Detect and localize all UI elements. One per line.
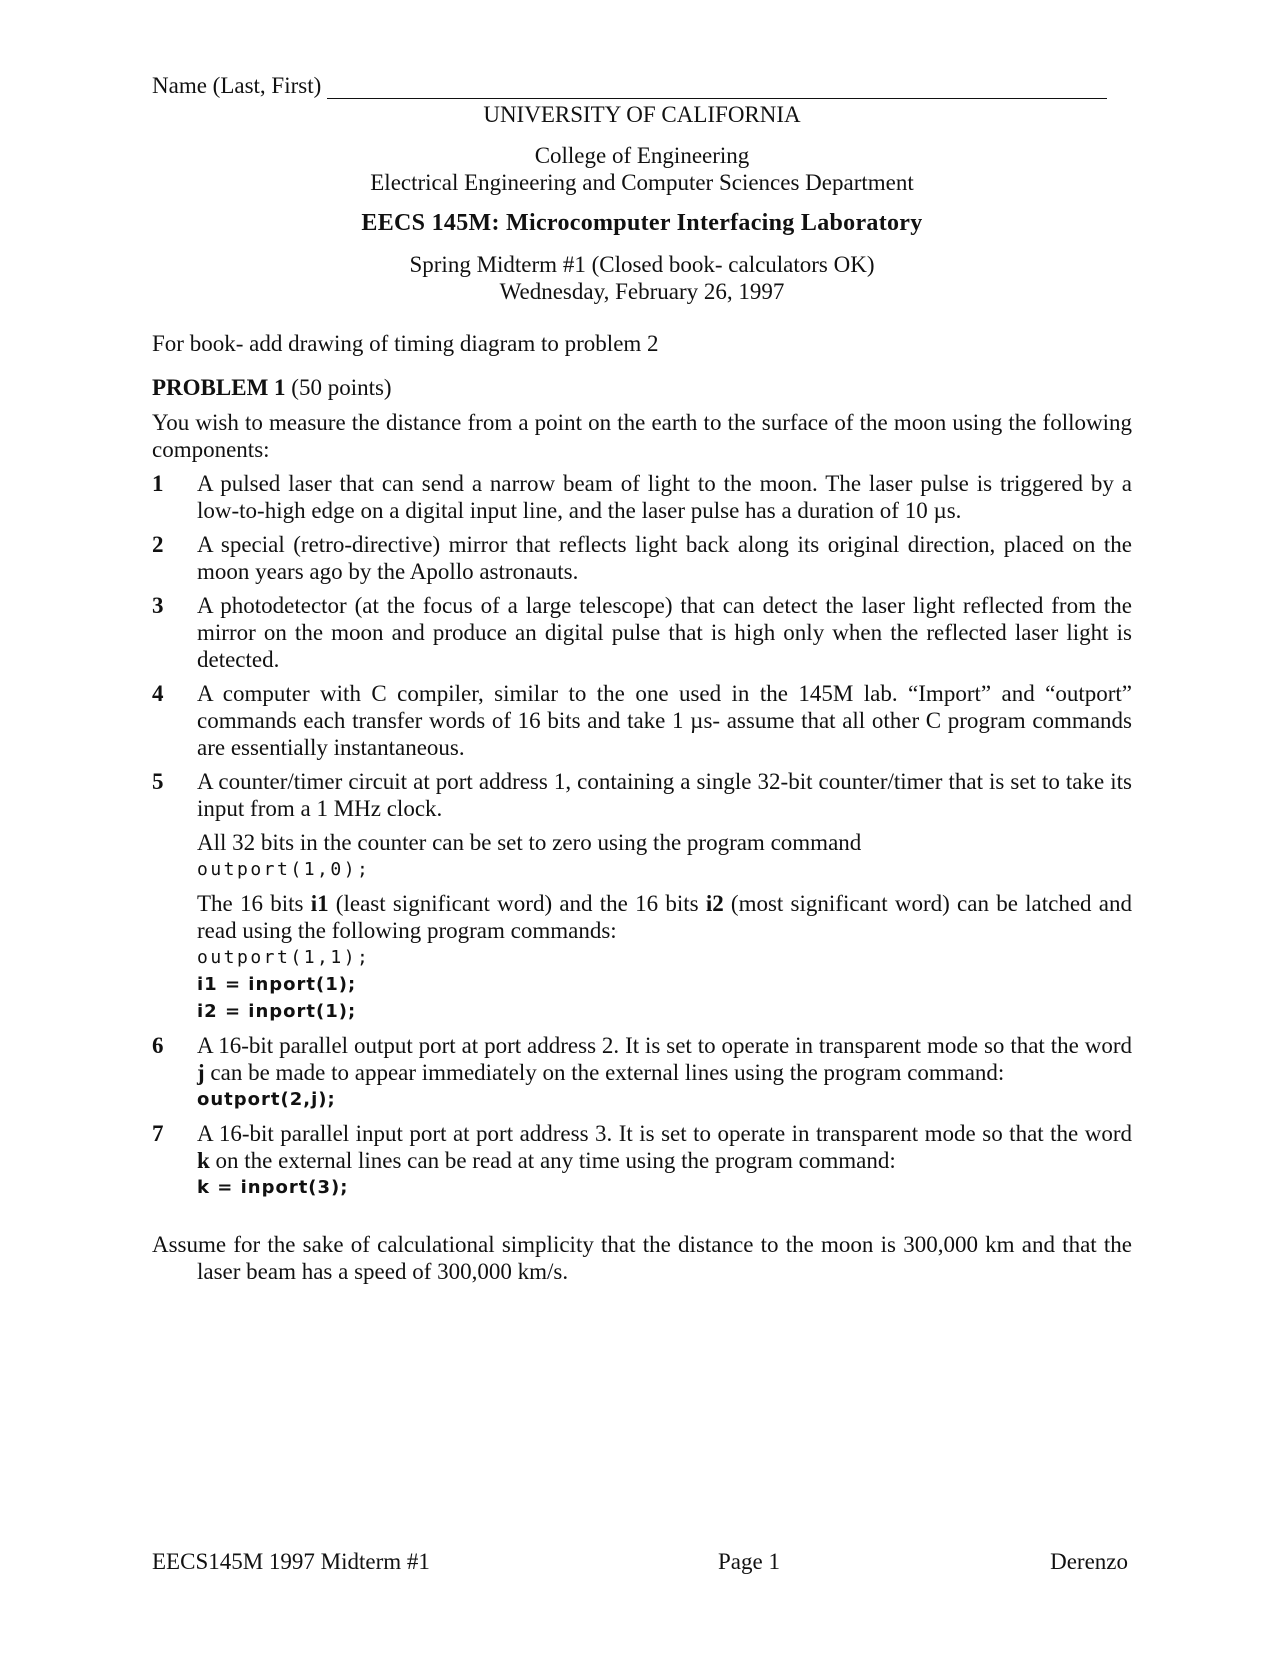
var-i1: i1 <box>310 891 329 916</box>
item-number: 2 <box>152 532 164 557</box>
code-latch: outport(1,1); <box>197 947 371 968</box>
problem-points: (50 points) <box>291 375 392 400</box>
book-note: For book- add drawing of timing diagram to problem 2 <box>152 331 659 356</box>
list-item <box>152 531 1132 585</box>
item-text-b: on the external lines can be read at any time using the program command: <box>209 1148 896 1173</box>
var-i2: i2 <box>705 891 724 916</box>
list-item <box>152 680 1132 761</box>
item-text-a: A 16-bit parallel output port at port address 2. It is set to operate in transparent mode so that the word <box>197 1033 1132 1058</box>
item-number: 7 <box>152 1121 164 1146</box>
exam-title: Spring Midterm #1 (Closed book- calculators OK) <box>409 252 875 277</box>
item-text-b: can be made to appear immediately on the external lines using the program command: <box>204 1060 1005 1085</box>
item-text-a: A 16-bit parallel input port at port address 3. It is set to operate in transparent mode so that the word <box>197 1121 1132 1146</box>
problem-title: PROBLEM 1 <box>152 375 286 400</box>
problem-intro: You wish to measure the distance from a point on the earth to the surface of the moon using the following components: <box>152 410 1132 462</box>
name-label: Name (Last, First) <box>152 73 322 98</box>
page-footer <box>152 1548 1128 1578</box>
counter-zero-text: All 32 bits in the counter can be set to zero using the program command <box>197 830 862 855</box>
list-item <box>152 470 1132 524</box>
footer-course: EECS145M 1997 Midterm #1 <box>152 1549 430 1574</box>
code-read-i2: i2 = inport(1); <box>197 1001 357 1022</box>
var-k: k <box>197 1148 210 1173</box>
assumption-text: Assume for the sake of calculational simplicity that the distance to the moon is 300,000 km and that the laser beam has a speed of 300,000 km/s. <box>152 1232 1132 1284</box>
item-text: A counter/timer circuit at port address 1, containing a single 32-bit counter/timer that is set to take its input from a 1 MHz clock. <box>197 769 1132 821</box>
latch-text-b: (least significant word) and the 16 bits <box>328 891 706 916</box>
name-blank <box>327 80 1107 99</box>
list-item <box>152 1032 1132 1113</box>
code-input-port: k = inport(3); <box>197 1177 349 1198</box>
list-item <box>152 1120 1132 1201</box>
item-text: A computer with C compiler, similar to the one used in the 145M lab. “Import” and “outport” commands each transfer words of 16 bits and take 1 µs- assume that all other C program commands are essentially instantaneous. <box>197 681 1132 760</box>
course-title: EECS 145M: Microcomputer Interfacing Laboratory <box>361 210 923 236</box>
footer-page-number: Page 1 <box>718 1549 780 1574</box>
department-name: Electrical Engineering and Computer Sciences Department <box>370 170 914 195</box>
list-item <box>152 768 1132 1025</box>
code-output-port: outport(2,j); <box>197 1089 336 1110</box>
item-text: A special (retro-directive) mirror that reflects light back along its original direction, placed on the moon years ago by the Apollo astronauts. <box>197 532 1132 584</box>
name-line <box>152 72 1107 99</box>
item-number: 5 <box>152 769 164 794</box>
code-zero-counter: outport(1,0); <box>197 859 371 880</box>
component-list <box>152 470 1132 1201</box>
item-number: 6 <box>152 1033 164 1058</box>
university-name: UNIVERSITY OF CALIFORNIA <box>483 102 801 127</box>
var-j: j <box>197 1060 205 1085</box>
footer-author: Derenzo <box>1050 1549 1128 1574</box>
latch-text-c: (most significant word) can be latched and read using the following program commands: <box>197 891 1132 943</box>
item-number: 4 <box>152 681 164 706</box>
code-read-i1: i1 = inport(1); <box>197 974 357 995</box>
counter-latch-text <box>197 890 1132 944</box>
problem-heading <box>152 374 1132 401</box>
exam-date: Wednesday, February 26, 1997 <box>499 279 785 304</box>
college-name: College of Engineering <box>534 143 750 168</box>
item-text: A photodetector (at the focus of a large telescope) that can detect the laser light reflected from the mirror on the moon and produce an digital pulse that is high only when the reflected laser light is detected. <box>197 593 1132 672</box>
item-number: 1 <box>152 471 164 496</box>
item-number: 3 <box>152 593 164 618</box>
latch-text-a: The 16 bits <box>197 891 311 916</box>
list-item <box>152 592 1132 673</box>
exam-page <box>152 72 1132 1285</box>
item-text: A pulsed laser that can send a narrow beam of light to the moon. The laser pulse is triggered by a low-to-high edge on a digital input line, and the laser pulse has a duration of 10 µs. <box>197 471 1132 523</box>
